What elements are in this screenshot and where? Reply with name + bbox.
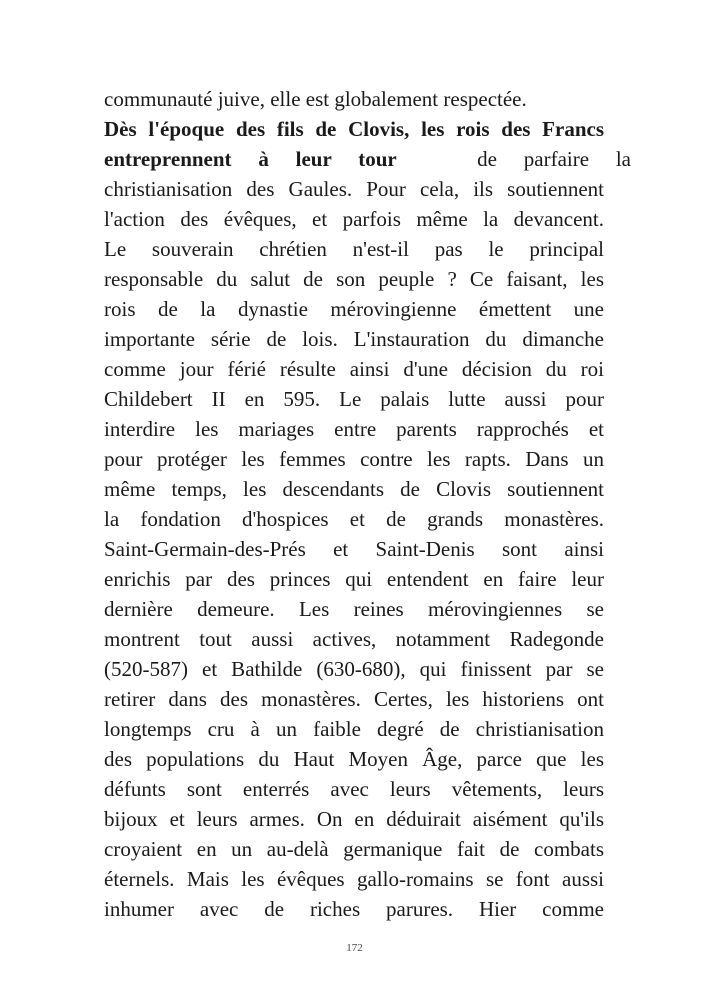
text-line-3-bold-part: entreprennent à leur tour xyxy=(104,147,397,171)
body-text xyxy=(104,84,631,924)
text-line-21: retirer dans des monastères. Certes, les historiens ont xyxy=(104,687,604,711)
text-line-7: responsable du salut de son peuple ? Ce faisant, les xyxy=(104,267,604,291)
text-line-2-bold: Dès l'époque des fils de Clovis, les rois des Francs xyxy=(104,117,604,141)
text-line-18: dernière demeure. Les reines mérovingiennes se xyxy=(104,597,604,621)
text-line-27: éternels. Mais les évêques gallo-romains se font aussi xyxy=(104,867,604,891)
text-line-9: importante série de lois. L'instauration du dimanche xyxy=(104,327,604,351)
text-line-19: montrent tout aussi actives, notamment Radegonde xyxy=(104,627,604,651)
text-line-25: bijoux et leurs armes. On en déduirait aisément qu'ils xyxy=(104,807,604,831)
text-line-24: défunts sont enterrés avec leurs vêtements, leurs xyxy=(104,777,604,801)
text-line-17: enrichis par des princes qui entendent en faire leur xyxy=(104,567,604,591)
text-line-22: longtemps cru à un faible degré de christianisation xyxy=(104,717,604,741)
text-line-3 xyxy=(104,144,631,174)
text-line-26: croyaient en un au-delà germanique fait de combats xyxy=(104,837,604,861)
text-line-5: l'action des évêques, et parfois même la devancent. xyxy=(104,207,604,231)
text-line-4: christianisation des Gaules. Pour cela, ils soutiennent xyxy=(104,177,604,201)
text-line-8: rois de la dynastie mérovingienne émettent une xyxy=(104,297,604,321)
text-line-10: comme jour férié résulte ainsi d'une décision du roi xyxy=(104,357,604,381)
text-line-6: Le souverain chrétien n'est-il pas le principal xyxy=(104,237,604,261)
text-line-11: Childebert II en 595. Le palais lutte aussi pour xyxy=(104,387,604,411)
text-line-20: (520-587) et Bathilde (630-680), qui finissent par se xyxy=(104,657,604,681)
text-line-3-regular-part: de parfaire la xyxy=(477,147,631,171)
page-number: 172 xyxy=(346,942,363,954)
text-line-15: la fondation d'hospices et de grands monastères. xyxy=(104,507,604,531)
text-line-16: Saint-Germain-des-Prés et Saint-Denis sont ainsi xyxy=(104,537,604,561)
text-line-28: inhumer avec de riches parures. Hier comme xyxy=(104,897,604,921)
text-line-23: des populations du Haut Moyen Âge, parce que les xyxy=(104,747,604,771)
text-line-1: communauté juive, elle est globalement respectée. xyxy=(104,87,527,111)
text-line-13: pour protéger les femmes contre les rapts. Dans un xyxy=(104,447,604,471)
text-line-14: même temps, les descendants de Clovis soutiennent xyxy=(104,477,604,501)
text-line-12: interdire les mariages entre parents rapprochés et xyxy=(104,417,604,441)
